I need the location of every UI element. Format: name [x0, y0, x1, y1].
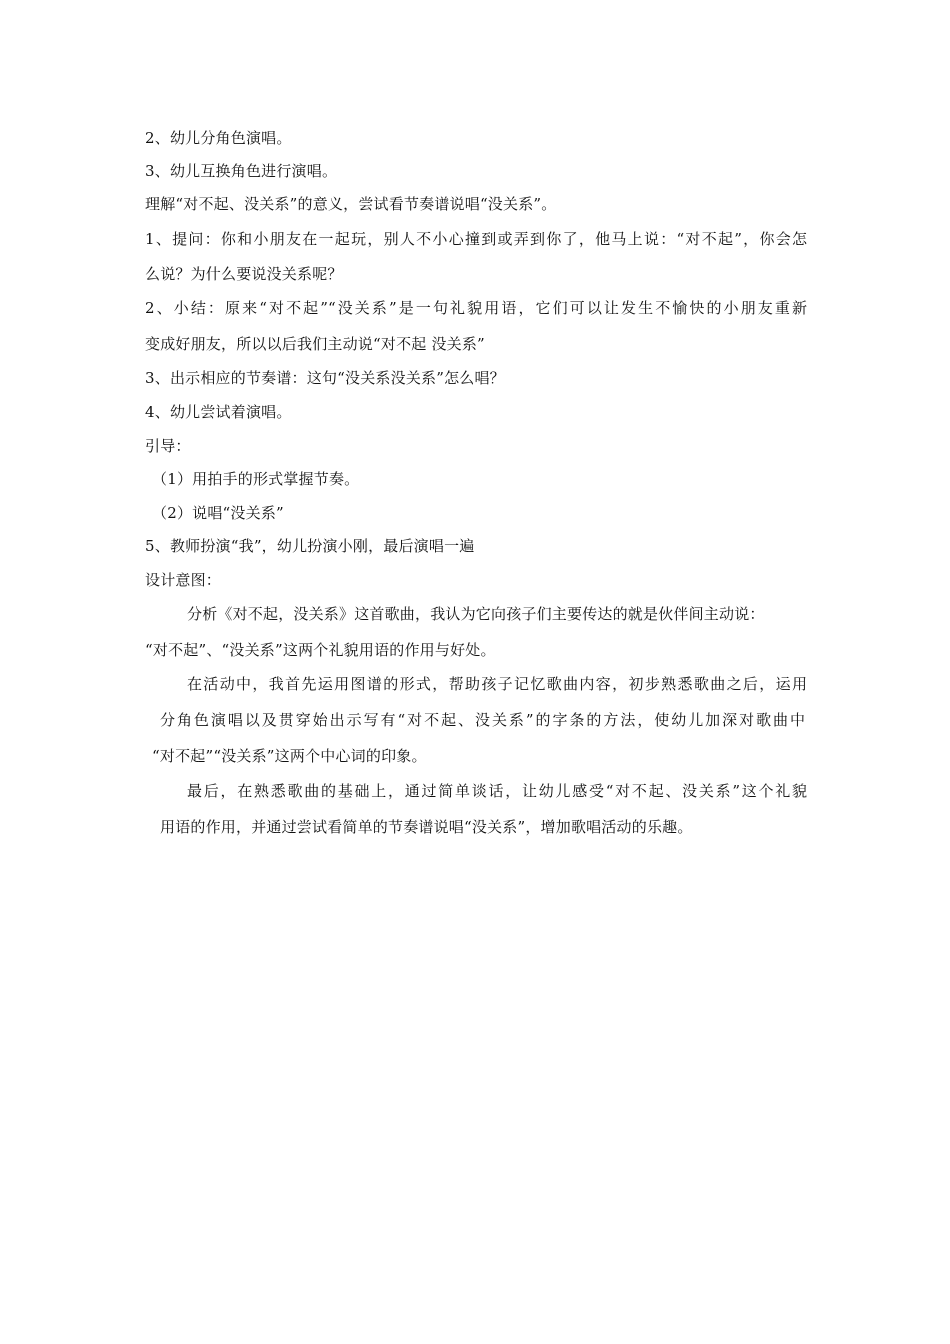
step-2-line: 2、幼儿分角色演唱。 — [145, 129, 292, 147]
intent-paragraph-2-line-3: “对不起”“没关系”这两个中心词的印象。 — [152, 747, 427, 765]
guide-heading: 引导： — [145, 437, 191, 455]
summary-line-1: 2、小结：原来“对不起”“没关系”是一句礼貌用语，它们可以让发生不愉快的小朋友重新 — [145, 299, 807, 317]
step-5-line: 5、教师扮演“我”，幼儿扮演小刚，最后演唱一遍 — [145, 537, 475, 555]
intent-paragraph-2-line-2: 分角色演唱以及贯穿始出示写有“对不起、没关系”的字条的方法，使幼儿加深对歌曲中 — [160, 711, 805, 729]
intent-paragraph-3-line-2: 用语的作用，并通过尝试看简单的节奏谱说唱“没关系”，增加歌唱活动的乐趣。 — [160, 818, 693, 836]
intent-paragraph-3-line-1: 最后，在熟悉歌曲的基础上，通过简单谈话，让幼儿感受“对不起、没关系”这个礼貌 — [187, 782, 807, 800]
rhythm-line: 3、出示相应的节奏谱：这句“没关系没关系”怎么唱？ — [145, 369, 505, 387]
intent-paragraph-1-line-2: “对不起”、“没关系”这两个礼貌用语的作用与好处。 — [145, 641, 496, 659]
guide-item-1: （1）用拍手的形式掌握节奏。 — [152, 470, 360, 488]
attempt-line: 4、幼儿尝试着演唱。 — [145, 403, 292, 421]
question-line-2: 么说？为什么要说没关系呢？ — [145, 265, 343, 283]
intent-paragraph-1-line-1: 分析《对不起，没关系》这首歌曲，我认为它向孩子们主要传达的就是伙伴间主动说： — [187, 605, 765, 623]
design-intent-heading: 设计意图： — [145, 571, 222, 589]
summary-line-2: 变成好朋友，所以以后我们主动说“对不起 没关系” — [145, 335, 485, 353]
section-heading: 理解“对不起、没关系”的意义，尝试看节奏谱说唱“没关系”。 — [145, 195, 557, 213]
guide-item-2: （2）说唱“没关系” — [152, 504, 284, 522]
step-3-line: 3、幼儿互换角色进行演唱。 — [145, 162, 338, 180]
intent-paragraph-2-line-1: 在活动中，我首先运用图谱的形式，帮助孩子记忆歌曲内容，初步熟悉歌曲之后，运用 — [187, 675, 807, 693]
question-line-1: 1、提问：你和小朋友在一起玩，别人不小心撞到或弄到你了，他马上说：“对不起”，你会怎 — [145, 230, 807, 248]
